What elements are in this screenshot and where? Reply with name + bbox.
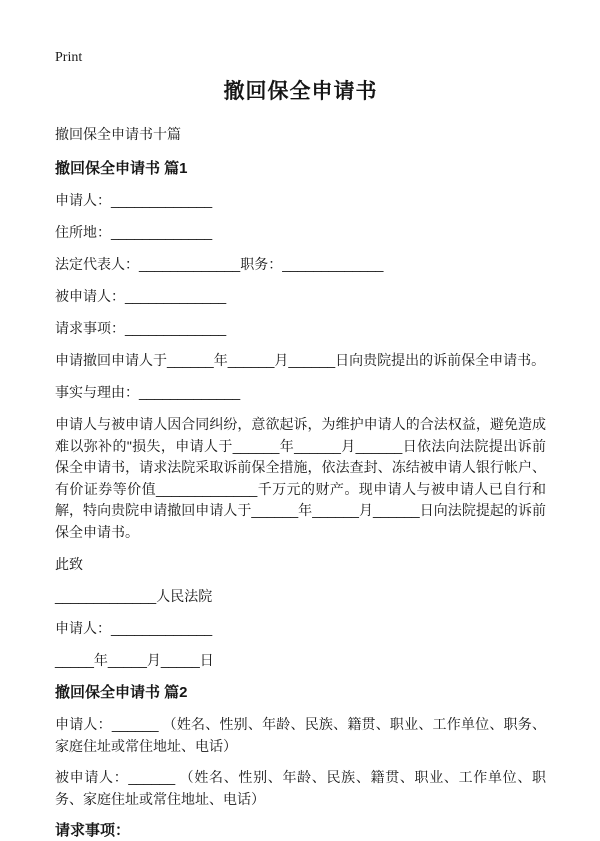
closing-date-line: _____年_____月_____日 xyxy=(55,652,214,668)
section-1 xyxy=(55,158,546,671)
field-facts-and-reasons: 事实与理由：_____________ xyxy=(55,384,241,400)
print-button[interactable]: Print xyxy=(55,50,83,65)
field-respondent-details: 被申请人：______ （姓名、性别、年龄、民族、籍贯、职业、工作单位、职务、家庭住址或常住地址、电话） xyxy=(55,769,546,807)
request-items-heading: 请求事项： xyxy=(55,822,131,839)
field-applicant-details: 申请人：______ （姓名、性别、年龄、民族、籍贯、职业、工作单位、职务、家庭住址或常住地址、电话） xyxy=(55,716,546,754)
field-legal-representative: 法定代表人：_____________职务：_____________ xyxy=(55,256,384,272)
document-title: 撤回保全申请书 xyxy=(223,80,378,103)
section-2 xyxy=(55,682,546,841)
closing-applicant-signature: 申请人：_____________ xyxy=(55,620,213,636)
field-respondent: 被申请人：_____________ xyxy=(55,288,227,304)
field-request-items: 请求事项：_____________ xyxy=(55,320,227,336)
section-1-heading: 撤回保全申请书 篇1 xyxy=(55,160,188,177)
closing-court-line: _____________人民法院 xyxy=(55,588,213,604)
document-subtitle: 撤回保全申请书十篇 xyxy=(55,126,181,142)
closing-salutation: 此致 xyxy=(55,556,83,572)
section-2-heading: 撤回保全申请书 篇2 xyxy=(55,684,188,701)
field-applicant: 申请人：_____________ xyxy=(55,192,213,208)
field-withdrawal-date-sentence: 申请撤回申请人于______年______月______日向贵院提出的诉前保全申请书。 xyxy=(55,352,546,368)
body-paragraph: 申请人与被申请人因合同纠纷，意欲起诉，为维护申请人的合法权益，避免造成难以弥补的"损失，申请人于______年______月______日依法向法院提出诉前保全申请书，请求法院采取诉前保全措施，依法查封、冻结被申请人银行帐户、有价证券等价值_____________千万元的财产。现申请人与被申请人已自行和解，特向贵院申请撤回申请人于______年______月______日向法院提起的诉前保全申请书。 xyxy=(55,416,546,540)
field-residence: 住所地：_____________ xyxy=(55,224,213,240)
